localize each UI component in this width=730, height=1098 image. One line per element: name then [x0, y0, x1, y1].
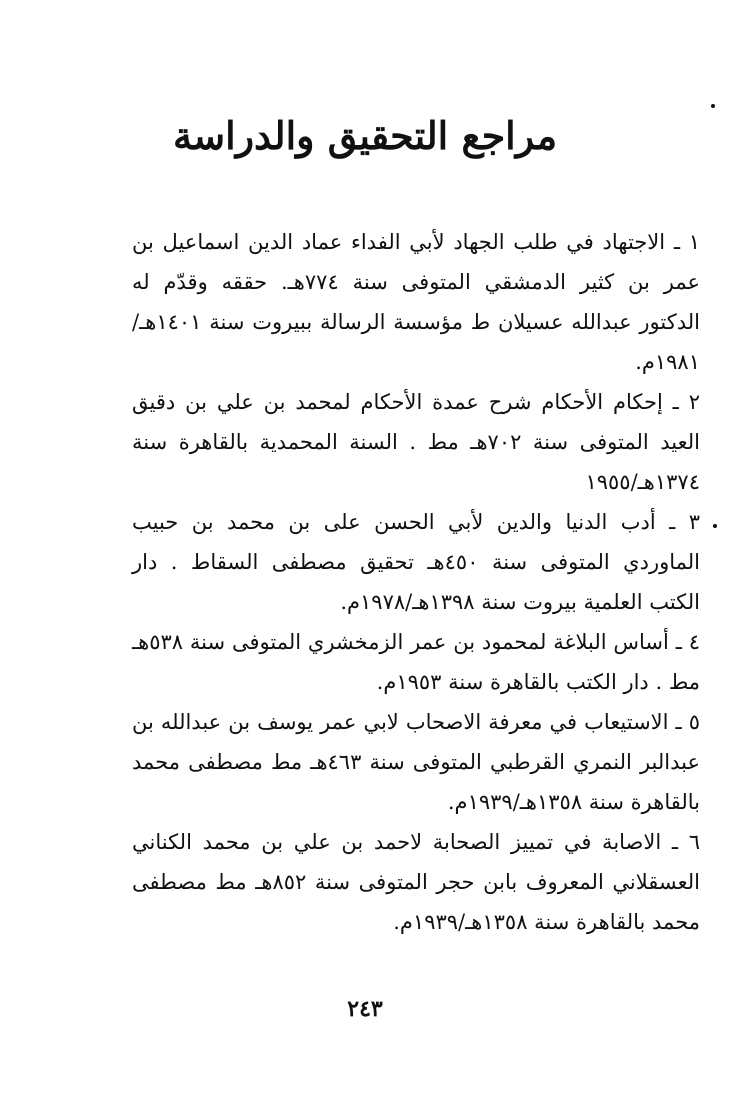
scan-speck — [713, 524, 717, 528]
page-title: مراجع التحقيق والدراسة — [172, 113, 558, 158]
page-number: ٢٤٣ — [347, 996, 383, 1022]
reference-entry: ٢ ـ إحكام الأحكام شرح عمدة الأحكام لمحمد بن علي بن دقيق العيد المتوفى سنة ٧٠٢هـ مط . السنة المحمدية بالقاهرة سنة ١٣٧٤هـ/١٩٥٥ — [132, 390, 700, 494]
reference-list — [132, 222, 700, 942]
reference-entry: ٤ ـ أساس البلاغة لمحمود بن عمر الزمخشري المتوفى سنة ٥٣٨هـ مط . دار الكتب بالقاهرة سنة ١٩٥٣م. — [132, 630, 700, 694]
reference-entry: ٥ ـ الاستيعاب في معرفة الاصحاب لابي عمر يوسف بن عبدالله بن عبدالبر النمري القرطبي المتوفى سنة ٤٦٣هـ مط مصطفى محمد بالقاهرة سنة ١٣٥٨هـ/١٩٣٩م. — [132, 710, 700, 814]
reference-entry: ٦ ـ الاصابة في تمييز الصحابة لاحمد بن علي بن محمد الكناني العسقلاني المعروف بابن حجر المتوفى سنة ٨٥٢هـ مط مصطفى محمد بالقاهرة سنة ١٣٥٨هـ/١٩٣٩م. — [132, 830, 700, 934]
reference-entry: ١ ـ الاجتهاد في طلب الجهاد لأبي الفداء عماد الدين اسماعيل بن عمر بن كثير الدمشقي المتوفى سنة ٧٧٤هـ. حققه وقدّم له الدكتور عبدالله عسيلان ط مؤسسة الرسالة ببيروت سنة ١٤٠١هـ/١٩٨١م. — [132, 230, 700, 374]
reference-entry: ٣ ـ أدب الدنيا والدين لأبي الحسن على بن محمد بن حبيب الماوردي المتوفى سنة ٤٥٠هـ تحقيق مصطفى السقاط . دار الكتب العلمية بيروت سنة ١٣٩٨هـ/١٩٧٨م. — [132, 510, 701, 614]
